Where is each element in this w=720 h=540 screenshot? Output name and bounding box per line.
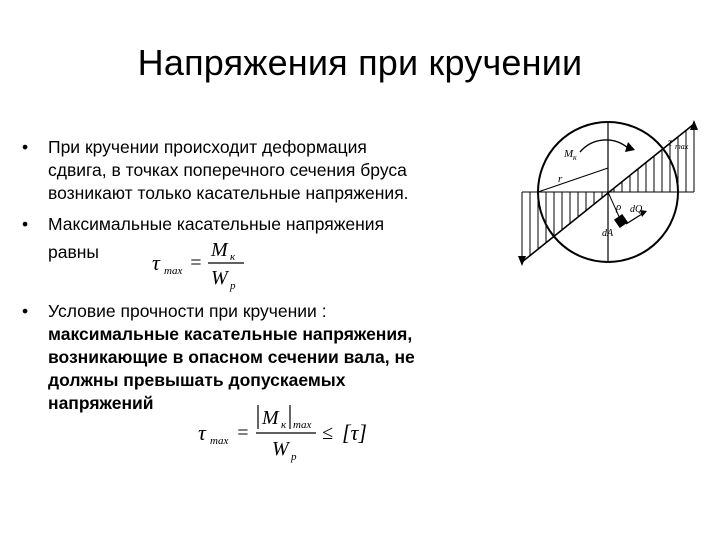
formula-numerator-sub: к (230, 251, 236, 263)
label-r: r (558, 173, 563, 185)
formula-sub-max: max (210, 435, 229, 447)
formula-leq: ≤ (322, 422, 333, 444)
formula-denominator-sub: p (291, 451, 297, 463)
bullet-marker: • (22, 301, 29, 321)
bullet-line: равны (48, 242, 100, 262)
bullet-line: Условие прочности при кручении : (48, 301, 327, 321)
torque-arrow-head (625, 142, 635, 152)
formula-tau-max (148, 234, 258, 294)
bullet-line: При кручении происходит деформация (48, 137, 367, 157)
formula-equals: = (236, 422, 250, 444)
torque-arc (580, 140, 628, 152)
label-mk-sub: к (573, 153, 577, 162)
torsion-cross-section-diagram (508, 112, 708, 272)
bullet-line: напряжений (48, 393, 154, 413)
right-arrow-head (690, 120, 698, 130)
formula-rhs: [τ] (342, 420, 367, 445)
formula-tau: τ (198, 420, 206, 445)
label-mk: M (564, 148, 574, 160)
bullet-line: должны превышать допускаемых (48, 370, 346, 390)
formula-equals: = (189, 252, 203, 274)
bullet-line: максимальные касательные напряжения, (48, 324, 413, 344)
bullet-line: Максимальные касательные напряжения (48, 214, 385, 234)
formula-sub-max: max (164, 265, 183, 277)
label-rho: ρ (616, 201, 622, 213)
bullet-line: возникающие в опасном сечении вала, не (48, 347, 415, 367)
bullet-line: сдвига, в точках поперечного сечения бруса (48, 160, 407, 180)
formula-numerator-sub-max: max (293, 419, 312, 431)
label-da: dA (602, 228, 614, 239)
formula-numerator-m: M (211, 239, 228, 261)
formula-denominator-w: W (272, 438, 289, 460)
label-tau-max: τ (668, 135, 673, 149)
label-tau-max-sub: max (675, 142, 689, 151)
left-arrow-head (518, 256, 526, 266)
formula-numerator-sub: к (281, 419, 287, 431)
formula-denominator-w: W (211, 267, 228, 289)
formula-numerator-m: M (262, 407, 279, 429)
slide-title: Напряжения при кручении (137, 42, 583, 83)
bullet-marker: • (22, 214, 29, 234)
label-dq: dQ (630, 204, 643, 215)
bullet-line: возникают только касательные напряжения. (48, 183, 409, 203)
bullet-marker: • (22, 137, 29, 157)
formula-tau: τ (152, 250, 160, 275)
formula-denominator-sub: p (230, 280, 236, 292)
radius-line (538, 168, 608, 192)
formula-strength-condition (196, 398, 386, 468)
dq-arrow-line (626, 214, 642, 224)
